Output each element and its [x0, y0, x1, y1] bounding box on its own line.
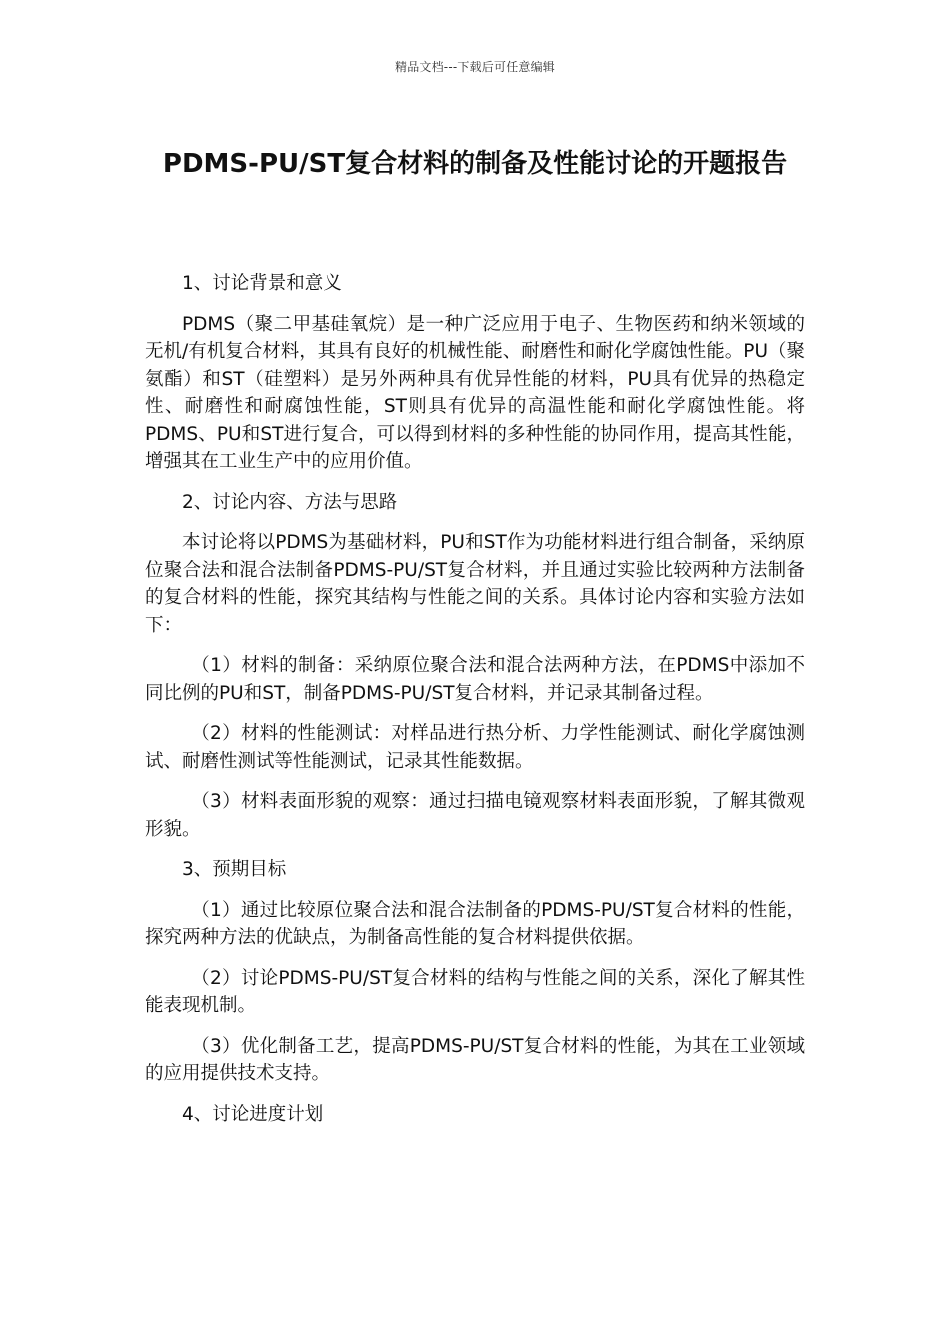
paragraph-methods: 本讨论将以PDMS为基础材料，PU和ST作为功能材料进行组合制备，采纳原位聚合法和混合法制备PDMS-PU/ST复合材料，并且通过实验比较两种方法制备的复合材料的性能，探究其结构与性能之间的关系。具体讨论内容和实验方法如下： — [145, 532, 805, 636]
section-heading-schedule: 4、讨论进度计划 — [182, 1103, 324, 1125]
document-body — [145, 270, 805, 1141]
list-item: （1）材料的制备：采纳原位聚合法和混合法两种方法，在PDMS中添加不同比例的PU和ST，制备PDMS-PU/ST复合材料，并记录其制备过程。 — [145, 655, 805, 704]
list-item: （2）讨论PDMS-PU/ST复合材料的结构与性能之间的关系，深化了解其性能表现机制。 — [145, 967, 805, 1016]
paragraph-background: PDMS（聚二甲基硅氧烷）是一种广泛应用于电子、生物医药和纳米领域的无机/有机复合材料，其具有良好的机械性能、耐磨性和耐化学腐蚀性能。PU（聚氨酯）和ST（硅塑料）是另外两种具有优异性能的材料，PU具有优异的热稳定性、耐磨性和耐腐蚀性能，ST则具有优异的高温性能和耐化学腐蚀性能。将PDMS、PU和ST进行复合，可以得到材料的多种性能的协同作用，提高其性能，增强其在工业生产中的应用价值。 — [145, 313, 805, 472]
list-item: （2）材料的性能测试：对样品进行热分析、力学性能测试、耐化学腐蚀测试、耐磨性测试等性能测试，记录其性能数据。 — [145, 723, 805, 772]
list-item: （3）优化制备工艺，提高PDMS-PU/ST复合材料的性能，为其在工业领域的应用提供技术支持。 — [145, 1035, 805, 1084]
list-item: （3）材料表面形貌的观察：通过扫描电镜观察材料表面形貌，了解其微观形貌。 — [145, 791, 805, 840]
list-item: （1）通过比较原位聚合法和混合法制备的PDMS-PU/ST复合材料的性能，探究两种方法的优缺点，为制备高性能的复合材料提供依据。 — [145, 899, 805, 948]
document-title: PDMS-PU/ST复合材料的制备及性能讨论的开题报告 — [162, 149, 788, 179]
page-header: 精品文档---下载后可任意编辑 — [395, 60, 555, 74]
section-heading-background: 1、讨论背景和意义 — [182, 273, 342, 294]
section-heading-goals: 3、预期目标 — [182, 859, 287, 880]
section-heading-methods: 2、讨论内容、方法与思路 — [182, 491, 398, 513]
